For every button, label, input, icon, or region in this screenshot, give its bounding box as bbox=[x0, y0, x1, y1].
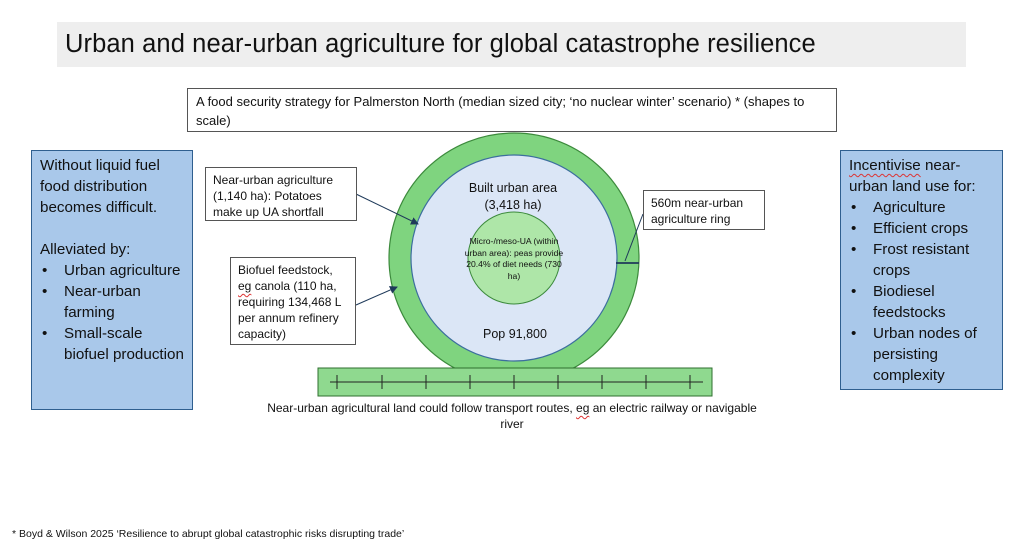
biofuel-arrow bbox=[356, 287, 397, 305]
list-item: • Urban agriculture bbox=[40, 260, 184, 281]
near-urban-callout: Near-urban agriculture (1,140 ha): Potatoes make up UA shortfall bbox=[205, 167, 357, 221]
right-panel-heading: Incentivise near-urban land use for: bbox=[849, 157, 976, 195]
population-label: Pop 91,800 bbox=[483, 327, 547, 341]
transport-caption: Near-urban agricultural land could follow transport routes, eg an electric railway or navigable river bbox=[267, 401, 757, 431]
page-title: Urban and near-urban agriculture for global catastrophe resilience bbox=[65, 30, 816, 58]
spellcheck-word: eg bbox=[576, 401, 590, 415]
list-item: • Frost resistant crops bbox=[849, 239, 994, 281]
list-item: • Small-scale biofuel production bbox=[40, 323, 184, 365]
micro-ua-label: Micro-/meso-UA (within urban area): peas provide 20.4% of diet needs (730 ha) bbox=[464, 236, 564, 281]
list-item: • Urban nodes of persisting complexity bbox=[849, 323, 994, 386]
biofuel-callout: Biofuel feedstock, eg canola (110 ha, requiring 134,468 L per annum refinery capacity) bbox=[230, 257, 356, 345]
spellcheck-word: eg bbox=[238, 279, 252, 293]
ring-width-callout: 560m near-urban agriculture ring bbox=[643, 190, 765, 230]
footnote: * Boyd & Wilson 2025 ‘Resilience to abrupt global catastrophic risks disrupting trade’ bbox=[12, 528, 405, 540]
subtitle-box: A food security strategy for Palmerston North (median sized city; ‘no nuclear winter’ scenario) * (shapes to scale) bbox=[187, 88, 837, 132]
built-area-label: Built urban area (3,418 ha) bbox=[468, 181, 558, 212]
list-item: • Efficient crops bbox=[849, 218, 994, 239]
list-item: • Agriculture bbox=[849, 197, 994, 218]
list-item: • Biodiesel feedstocks bbox=[849, 281, 994, 323]
list-item: • Near-urban farming bbox=[40, 281, 184, 323]
spellcheck-word: Incentivise bbox=[849, 157, 921, 174]
left-panel-intro: Without liquid fuel food distribution becomes difficult. bbox=[40, 157, 160, 216]
left-panel-heading: Alleviated by: bbox=[40, 241, 131, 258]
